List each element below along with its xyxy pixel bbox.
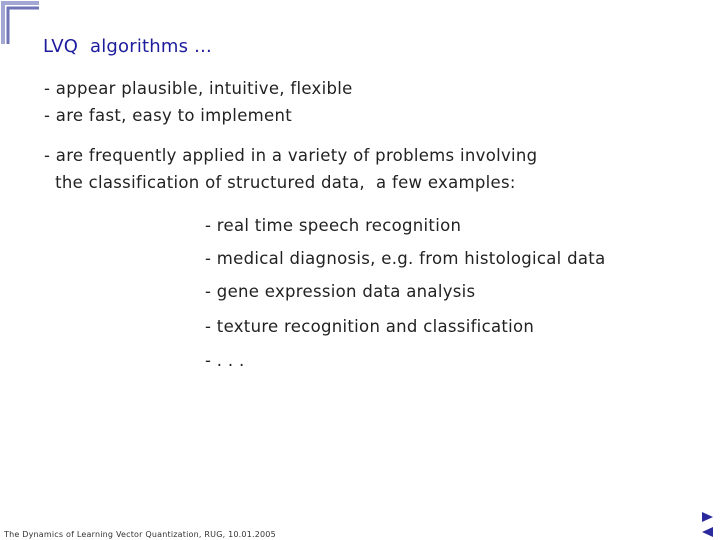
example-item-4: - texture recognition and classification bbox=[205, 317, 535, 336]
next-slide-icon[interactable] bbox=[701, 511, 714, 523]
example-item-2: - medical diagnosis, e.g. from histological data bbox=[205, 249, 606, 268]
example-item-3: - gene expression data analysis bbox=[205, 282, 476, 301]
corner-bracket-icon bbox=[0, 0, 40, 46]
slide-title: LVQ algorithms ... bbox=[43, 36, 212, 57]
example-item-1: - real time speech recognition bbox=[205, 216, 462, 235]
example-item-5: - . . . bbox=[205, 351, 245, 370]
bullet-line-4: the classification of structured data, a few examples: bbox=[44, 173, 516, 192]
prev-slide-icon[interactable] bbox=[701, 526, 714, 538]
bullet-line-2: - are fast, easy to implement bbox=[44, 106, 292, 125]
bullet-line-3: - are frequently applied in a variety of problems involving bbox=[44, 146, 538, 165]
slide-footer: The Dynamics of Learning Vector Quantization, RUG, 10.01.2005 bbox=[4, 530, 276, 539]
bullet-line-1: - appear plausible, intuitive, flexible bbox=[44, 79, 353, 98]
